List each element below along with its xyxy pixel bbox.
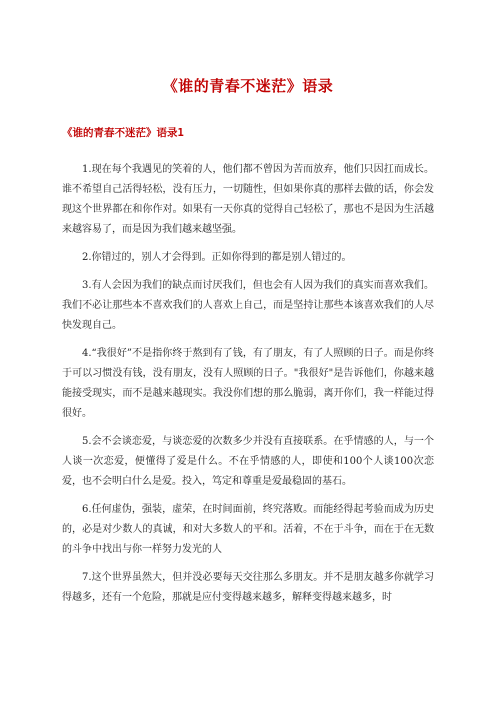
paragraph-5: 5.会不会谈恋爱，与谈恋爱的次数多少并没有直接联系。在乎情感的人，与一个人谈一次恋爱，便懂得了爱是什么。不在乎情感的人，即使和100个人谈100次恋爱，也不会明白什么是爱。投入，笃定和尊重是爱最稳固的基石。 xyxy=(62,436,434,487)
paragraph-4: 4.“我很好”不是指你终于熬到有了钱，有了朋友，有了人照顾的日子。而是你终于可以习惯没有钱，没有朋友，没有人照顾的日子。"我很好"是告诉他们，你越来越能接受现实，而不是越来越现实。我没你们想的那么脆弱，离开你们，我一样能过得很好。 xyxy=(62,348,434,419)
paragraph-7: 7.这个世界虽然大，但并没必要每天交往那么多朋友。并不是朋友越多你就学习得越多，还有一个危险，那就是应付变得越来越多，解释变得越来越多，时 xyxy=(62,572,434,603)
document-body xyxy=(62,160,434,616)
section-heading: 《谁的青春不迷茫》语录1 xyxy=(62,127,184,139)
paragraph-2: 2.你错过的，别人才会得到。正如你得到的都是别人错过的。 xyxy=(82,252,352,263)
paragraph-1: 1.现在每个我遇见的笑着的人，他们都不曾因为苦而放弃，他们只因扛而成长。谁不希望自己活得轻松，没有压力，一切随性，但如果你真的那样去做的话，你会发现这个世界都在和你作对。如果有一天你真的觉得自己轻松了，那也不是因为生活越来越容易了，而是因为我们越来越坚强。 xyxy=(62,164,434,235)
document-title: 《谁的青春不迷茫》语录 xyxy=(162,77,334,95)
paragraph-3: 3.有人会因为我们的缺点而讨厌我们，但也会有人因为我们的真实而喜欢我们。我们不必让那些本不喜欢我们的人喜欢上自己，而是坚持让那些本该喜欢我们的人尽快发现自己。 xyxy=(62,280,434,331)
paragraph-6: 6.任何虚伪，强装，虚荣，在时间面前，终究落败。而能经得起考验而成为历史的，必是对少数人的真诚，和对大多数人的平和。活着，不在于斗争，而在于在无数的斗争中找出与你一样努力发光的人 xyxy=(62,504,434,555)
